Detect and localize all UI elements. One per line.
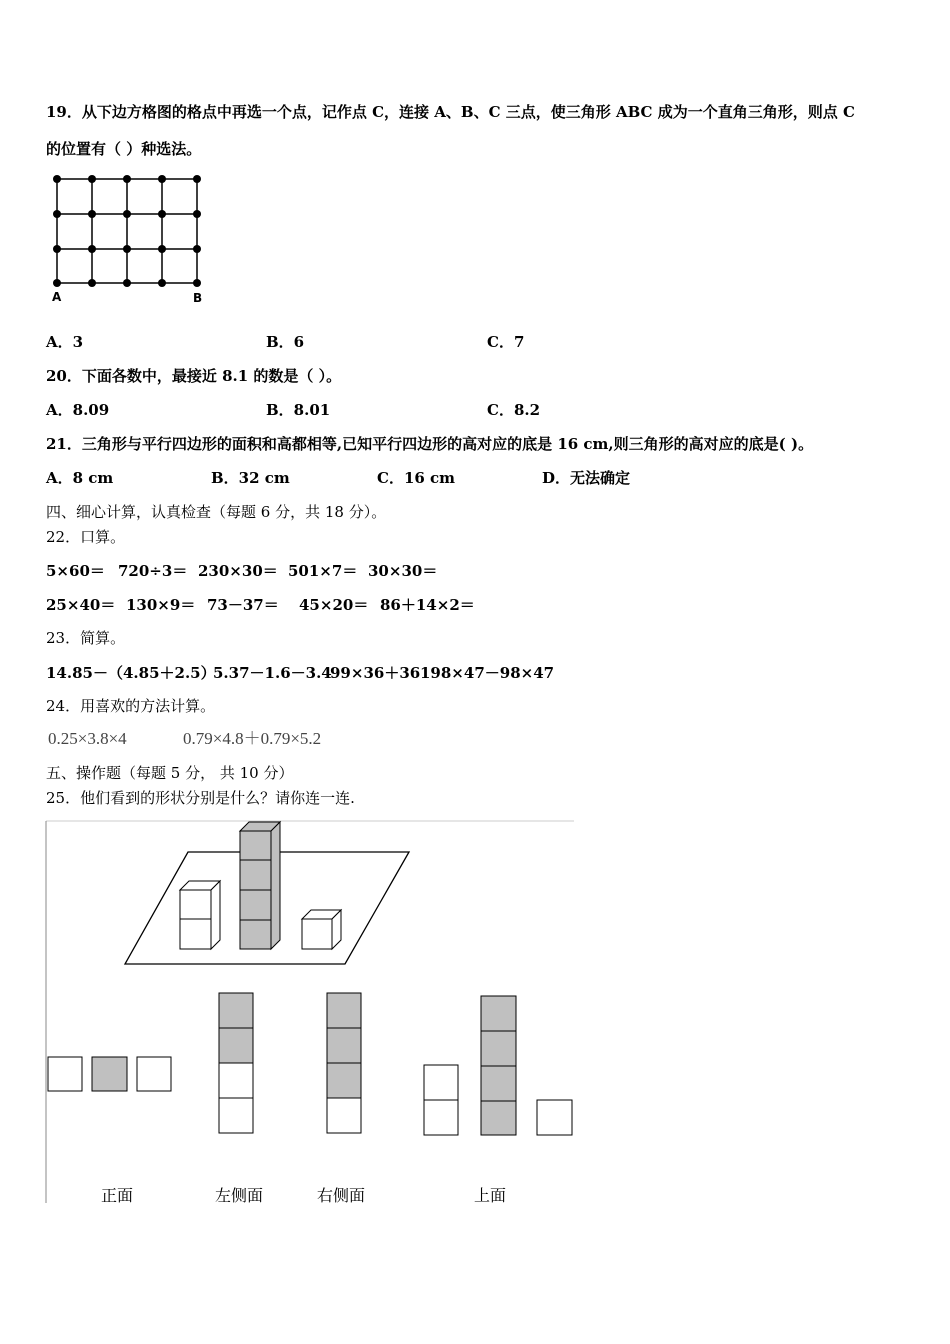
q19-option-a[interactable]: A．3	[46, 333, 84, 351]
q22-item: 73－37＝	[207, 596, 279, 614]
grid-lines	[57, 179, 197, 283]
q25-figure	[40, 815, 580, 1205]
q22-item: 25×40＝	[46, 596, 116, 614]
view-option-stack-2[interactable]	[327, 993, 361, 1133]
left-cube-stack	[180, 881, 220, 949]
q19-grid-figure	[44, 170, 214, 310]
q23-item: 198×47－98×47	[420, 664, 555, 682]
view-label-top: 上面	[474, 1186, 507, 1205]
tall-cube-stack	[240, 822, 280, 949]
q22-item: 501×7＝	[288, 562, 358, 580]
q22-item: 5×60＝	[46, 562, 105, 580]
q20-option-b[interactable]: B．8.01	[266, 401, 331, 419]
q20-text: 20．下面各数中，最接近 8.1 的数是（ ）。	[46, 367, 342, 385]
view-option-mixed[interactable]	[424, 996, 572, 1135]
q23-item: 99×36＋36	[330, 664, 421, 682]
q20-option-c[interactable]: C．8.2	[487, 401, 541, 419]
q22-title: 22．口算。	[46, 528, 126, 546]
q22-item: 45×20＝	[299, 596, 369, 614]
q23-item: 14.85－（4.85＋2.5）	[46, 664, 216, 682]
view-label-front: 正面	[101, 1186, 134, 1205]
q24-item: 0.79×4.8＋0.79×5.2	[183, 729, 322, 748]
q21-option-d[interactable]: D．无法确定	[542, 469, 631, 487]
q24-title: 24．用喜欢的方法计算。	[46, 697, 216, 715]
q19-text-line2: 的位置有（ ）种选法。	[46, 140, 202, 158]
single-cube	[302, 910, 341, 949]
q19-option-c[interactable]: C．7	[487, 333, 525, 351]
section5-heading: 五、操作题（每题 5 分， 共 10 分）	[46, 764, 294, 782]
q19-option-b[interactable]: B．6	[266, 333, 305, 351]
q25-title: 25．他们看到的形状分别是什么？请你连一连.	[46, 789, 355, 807]
q21-option-b[interactable]: B．32 cm	[211, 469, 290, 487]
q23-title: 23．简算。	[46, 629, 126, 647]
point-a-label: A	[52, 290, 62, 304]
q22-item: 720÷3＝	[118, 562, 188, 580]
q22-item: 130×9＝	[126, 596, 196, 614]
point-b-label: B	[193, 291, 203, 305]
q23-item: 5.37－1.6－3.4	[213, 664, 332, 682]
view-label-right: 右侧面	[317, 1186, 366, 1205]
q21-option-c[interactable]: C．16 cm	[377, 469, 456, 487]
q19-text-line1: 19．从下边方格图的格点中再选一个点，记作点 C，连接 A、B、C 三点，使三角形 ABC 成为一个直角三角形，则点 C	[46, 103, 855, 121]
view-option-stack-1[interactable]	[219, 993, 253, 1133]
q22-item: 230×30＝	[198, 562, 278, 580]
view-label-left: 左侧面	[215, 1186, 264, 1205]
q20-option-a[interactable]: A．8.09	[46, 401, 110, 419]
view-option-row[interactable]	[48, 1057, 171, 1091]
q24-item: 0.25×3.8×4	[48, 729, 127, 748]
q21-text: 21．三角形与平行四边形的面积和高都相等,已知平行四边形的高对应的底是 16 cm,则三角形的高对应的底是( )。	[46, 435, 814, 453]
q21-option-a[interactable]: A．8 cm	[46, 469, 114, 487]
q22-item: 86＋14×2＝	[380, 596, 475, 614]
section4-heading: 四、细心计算，认真检查（每题 6 分，共 18 分）。	[46, 503, 387, 521]
q22-item: 30×30＝	[368, 562, 438, 580]
